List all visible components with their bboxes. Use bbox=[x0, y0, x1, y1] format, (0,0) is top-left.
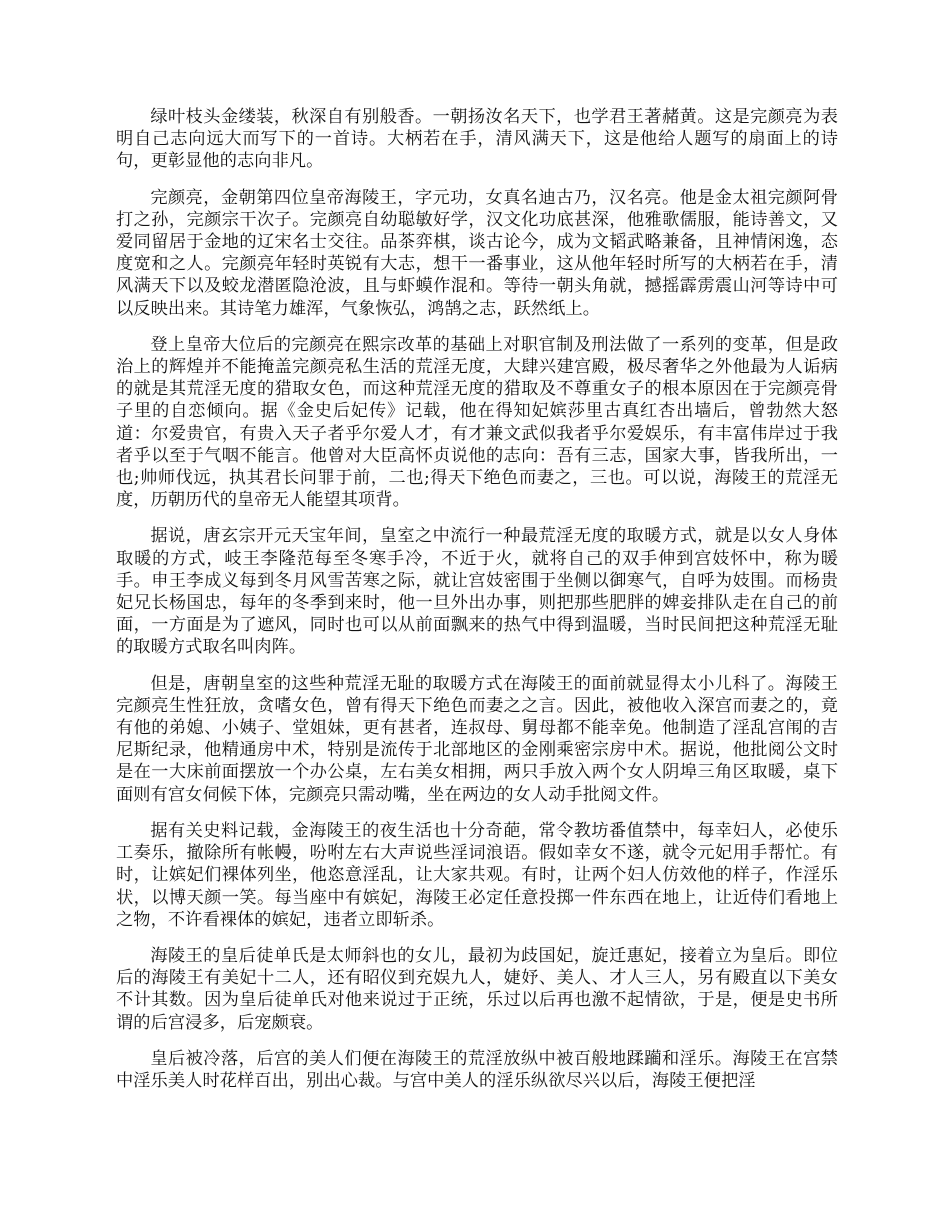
document-body bbox=[116, 106, 838, 1106]
paragraph-1: 绿叶枝头金缕装，秋深自有别般香。一朝扬汝名天下，也学君王著赭黄。这是完颜亮为表明自己志向远大而写下的一首诗。大柄若在手，清风满天下，这是他给人题写的扇面上的诗句，更彰显他的志向非凡。 bbox=[116, 107, 838, 172]
paragraph-8: 皇后被冷落，后宫的美人们便在海陵王的荒淫放纵中被百般地蹂躏和淫乐。海陵王在宫禁中淫乐美人时花样百出，别出心裁。与宫中美人的淫乐纵欲尽兴以后，海陵王便把淫 bbox=[116, 1048, 838, 1091]
paragraph-6: 据有关史料记载，金海陵王的夜生活也十分奇葩，常令教坊番值禁中，每幸妇人，必使乐工奏乐，撤除所有帐幔，吩咐左右大声说些淫词浪语。假如幸女不遂，就令元妃用手帮忙。有时，让嫔妃们裸体列坐，他恣意淫乱，让大家共观。有时，让两个妇人仿效他的样子，作淫乐状，以博天颜一笑。每当座中有嫔妃，海陵王必定任意投掷一件东西在地上，让近侍们看地上之物，不许看裸体的嫔妃，违者立即斩杀。 bbox=[116, 820, 838, 930]
paragraph-4: 据说，唐玄宗开元天宝年间，皇室之中流行一种最荒淫无度的取暖方式，就是以女人身体取暖的方式，岐王李隆范每至冬寒手冷，不近于火，就将自己的双手伸到宫妓怀中，称为暖手。申王李成义每到冬月风雪苦寒之际，就让宫妓密围于坐侧以御寒气，自呼为妓围。而杨贵妃兄长杨国忠，每年的冬季到来时，他一旦外出办事，则把那些肥胖的婢妾排队走在自己的前面，一方面是为了遮风，同时也可以从前面飘来的热气中得到温暖，当时民间把这种荒淫无耻的取暖方式取名叫肉阵。 bbox=[116, 526, 838, 658]
paragraph-5: 但是，唐朝皇室的这些种荒淫无耻的取暖方式在海陵王的面前就显得太小儿科了。海陵王完颜亮生性狂放，贪嗜女色，曾有得天下绝色而妻之之言。因此，被他收入深宫而妻之的，竟有他的弟媳、小姨子、堂姐妹，更有甚者，连叔母、舅母都不能幸免。他制造了淫乱宫闱的吉尼斯纪录，他精通房中术，特别是流传于北部地区的金刚乘密宗房中术。据说，他批阅公文时是在一大床前面摆放一个办公桌，左右美女相拥，两只手放入两个女人阴埠三角区取暖，桌下面则有宫女伺候下体，完颜亮只需动嘴，坐在两边的女人动手批阅文件。 bbox=[116, 673, 838, 805]
paragraph-2: 完颜亮，金朝第四位皇帝海陵王，字元功，女真名迪古乃，汉名亮。他是金太祖完颜阿骨打之孙，完颜宗干次子。完颜亮自幼聪敏好学，汉文化功底甚深，他雅歌儒服，能诗善文，又爱同留居于金地的辽宋名士交往。品茶弈棋，谈古论今，成为文韬武略兼备，且神情闲逸，态度宽和之人。完颜亮年轻时英锐有大志，想干一番事业，这从他年轻时所写的大柄若在手，清风满天下以及蛟龙潜匿隐沧波，且与虾蟆作混和。等待一朝头角就，撼摇霹雳震山河等诗中可以反映出来。其诗笔力雄浑，气象恢弘，鸿鹄之志，跃然纸上。 bbox=[116, 187, 838, 319]
paragraph-3: 登上皇帝大位后的完颜亮在熙宗改革的基础上对职官制及刑法做了一系列的变革，但是政治上的辉煌并不能掩盖完颜亮私生活的荒淫无度，大肆兴建宫殿，极尽奢华之外他最为人诟病的就是其荒淫无度的猎取女色，而这种荒淫无度的猎取及不尊重女子的根本原因在于完颜亮骨子里的自恋倾向。据《金史后妃传》记载，他在得知妃嫔莎里古真红杏出墙后，曾勃然大怒道：尔爱贵官，有贵入天子者乎尔爱人才，有才兼文武似我者乎尔爱娱乐，有丰富伟岸过于我者乎以至于气咽不能言。他曾对大臣高怀贞说他的志向：吾有三志，国家大事，皆我所出，一也;帅师伐远，执其君长问罪于前，二也;得天下绝色而妻之，三也。可以说，海陵王的荒淫无度，历朝历代的皇帝无人能望其项背。 bbox=[116, 334, 838, 511]
paragraph-7: 海陵王的皇后徒单氏是太师斜也的女儿，最初为歧国妃，旋迁惠妃，接着立为皇后。即位后的海陵王有美妃十二人，还有昭仪到充娱九人，婕妤、美人、才人三人，另有殿直以下美女不计其数。因为皇后徒单氏对他来说过于正统，乐过以后再也激不起情欲，于是，便是史书所谓的后宫浸多，后宠颇衰。 bbox=[116, 945, 838, 1033]
